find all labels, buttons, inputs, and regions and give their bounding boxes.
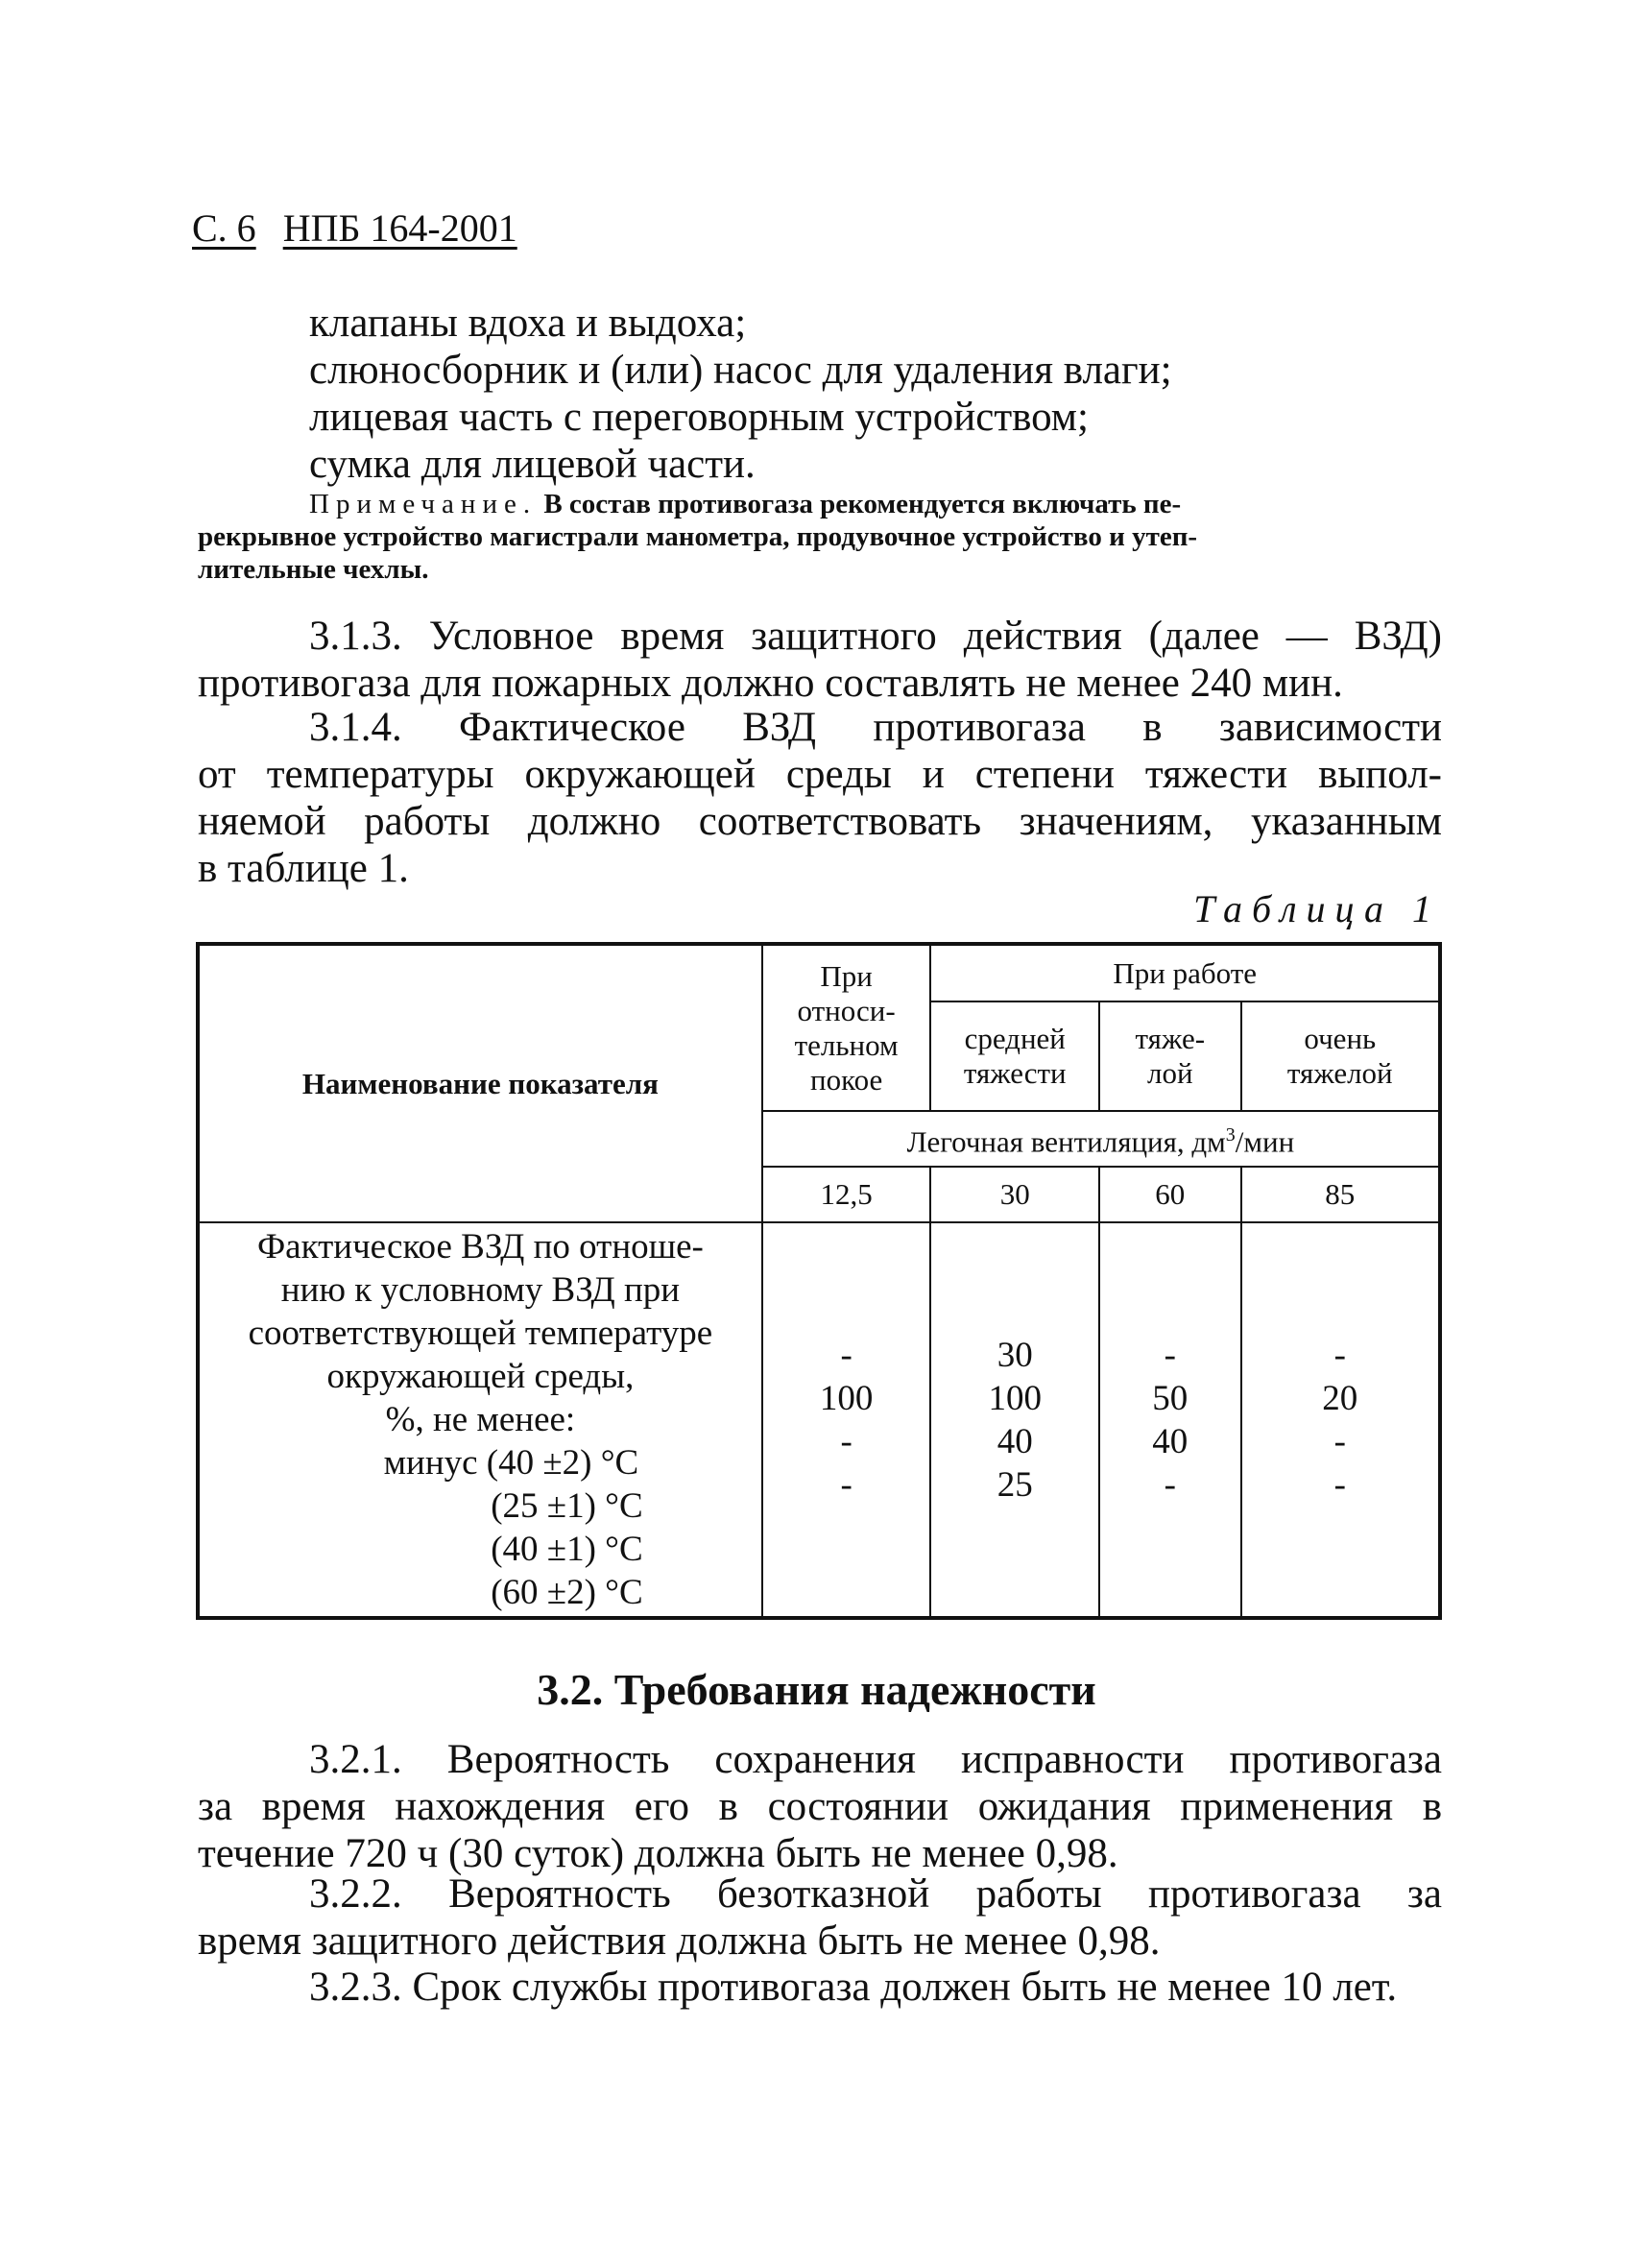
equipment-list bbox=[309, 300, 1172, 488]
note-line: лительные чехлы. bbox=[198, 554, 429, 585]
table-cell: 40 bbox=[997, 1421, 1033, 1461]
temperature-label: (40 ±1) °С bbox=[491, 1530, 643, 1569]
column-rest-values bbox=[762, 1222, 931, 1618]
table-cell: 100 bbox=[819, 1378, 874, 1418]
note-block bbox=[198, 488, 1442, 586]
table-cell: - bbox=[1333, 1464, 1346, 1505]
table-cell: - bbox=[840, 1421, 853, 1461]
ventilation-value: 60 bbox=[1099, 1167, 1241, 1222]
paragraph-line: 3.2.2. Вероятность безотказной работы противогаза за bbox=[309, 1871, 1442, 1917]
table-cell: 100 bbox=[988, 1378, 1042, 1418]
table-cell: 20 bbox=[1322, 1378, 1358, 1418]
table-cell: 25 bbox=[997, 1464, 1033, 1505]
paragraph-line: няемой работы должно соответствовать значениям, указанным bbox=[198, 799, 1442, 844]
paragraph-line: 3.1.4. Фактическое ВЗД противогаза в зависимости bbox=[309, 705, 1442, 750]
header-medium: средней тяжести bbox=[930, 1001, 1099, 1111]
table-cell: - bbox=[1333, 1335, 1346, 1375]
paragraph-line: в таблице 1. bbox=[198, 846, 409, 891]
temperature-label: (25 ±1) °С bbox=[491, 1486, 643, 1526]
paragraph-line: течение 720 ч (30 суток) должна быть не менее 0,98. bbox=[198, 1831, 1118, 1876]
column-heavy-values bbox=[1099, 1222, 1241, 1618]
paragraph-3-2-1 bbox=[198, 1736, 1442, 1877]
document-code: НПБ 164-2001 bbox=[282, 206, 517, 250]
note-line: В состав противогаза рекомендуется включать пе- bbox=[543, 489, 1182, 519]
list-item: слюносборник и (или) насос для удаления влаги; bbox=[309, 348, 1172, 393]
paragraph-line: от температуры окружающей среды и степени тяжести выпол- bbox=[198, 752, 1442, 797]
note-label: Примечание. bbox=[309, 489, 538, 519]
list-item: сумка для лицевой части. bbox=[309, 442, 756, 487]
paragraph-3-2-3 bbox=[198, 1964, 1442, 2011]
header-ventilation: Легочная вентиляция, $дм^3$/мин bbox=[762, 1111, 1440, 1167]
note-line: рекрывное устройство магистрали манометра, продувочное устройство и утеп- bbox=[198, 521, 1198, 552]
paragraph-line: противогаза для пожарных должно составлять не менее 240 мин. bbox=[198, 661, 1343, 706]
column-very-heavy-values bbox=[1241, 1222, 1440, 1618]
page-header bbox=[192, 205, 517, 252]
paragraph-line: 3.2.3. Срок службы противогаза должен быть не менее 10 лет. bbox=[309, 1965, 1398, 2010]
column-medium-values bbox=[930, 1222, 1099, 1618]
paragraph-line: 3.2.1. Вероятность сохранения исправности противогаза bbox=[309, 1737, 1442, 1782]
table-cell: - bbox=[1164, 1464, 1176, 1505]
table-cell: - bbox=[1333, 1421, 1346, 1461]
table-caption: Таблица 1 bbox=[1193, 887, 1441, 930]
temperature-label: (60 ±2) °С bbox=[491, 1573, 643, 1612]
page-number: С. 6 bbox=[192, 206, 256, 250]
table-cell: - bbox=[840, 1464, 853, 1505]
header-indicator-name: Наименование показателя bbox=[198, 944, 762, 1222]
section-heading: 3.2. Требования надежности bbox=[537, 1665, 1096, 1714]
paragraph-line: 3.1.3. Условное время защитного действия (далее — ВЗД) bbox=[309, 614, 1442, 659]
paragraph-line: за время нахождения его в состоянии ожидания применения в bbox=[198, 1784, 1442, 1829]
ventilation-value: 12,5 bbox=[762, 1167, 931, 1222]
header-rest: При относи- тельном покое bbox=[762, 944, 931, 1111]
ventilation-value: 30 bbox=[930, 1167, 1099, 1222]
list-item: клапаны вдоха и выдоха; bbox=[309, 301, 747, 346]
paragraph-line: время защитного действия должна быть не менее 0,98. bbox=[198, 1918, 1161, 1964]
table-1 bbox=[196, 942, 1442, 1620]
paragraph-3-2-2 bbox=[198, 1870, 1442, 1965]
table-cell: 30 bbox=[997, 1335, 1033, 1375]
table-cell: - bbox=[1164, 1335, 1176, 1375]
header-very-heavy: очень тяжелой bbox=[1241, 1001, 1440, 1111]
paragraph-3-1-4 bbox=[198, 704, 1442, 892]
ventilation-value: 85 bbox=[1241, 1167, 1440, 1222]
row-indicator-text: Фактическое ВЗД по отноше- нию к условному ВЗД при соответствующей температуре окружающей среды, %, не менее: минус (40 ±2) °С (25 ±1) °С (40 ±1) °С (60 ±2) °С bbox=[198, 1222, 762, 1618]
table-cell: 40 bbox=[1152, 1421, 1189, 1461]
table-cell: - bbox=[840, 1335, 853, 1375]
paragraph-3-1-3 bbox=[198, 613, 1442, 707]
list-item: лицевая часть с переговорным устройством; bbox=[309, 395, 1089, 440]
temperature-label: минус (40 ±2) °С bbox=[383, 1443, 639, 1483]
table-cell: 50 bbox=[1152, 1378, 1189, 1418]
header-work: При работе bbox=[930, 944, 1440, 1001]
header-heavy: тяже- лой bbox=[1099, 1001, 1241, 1111]
